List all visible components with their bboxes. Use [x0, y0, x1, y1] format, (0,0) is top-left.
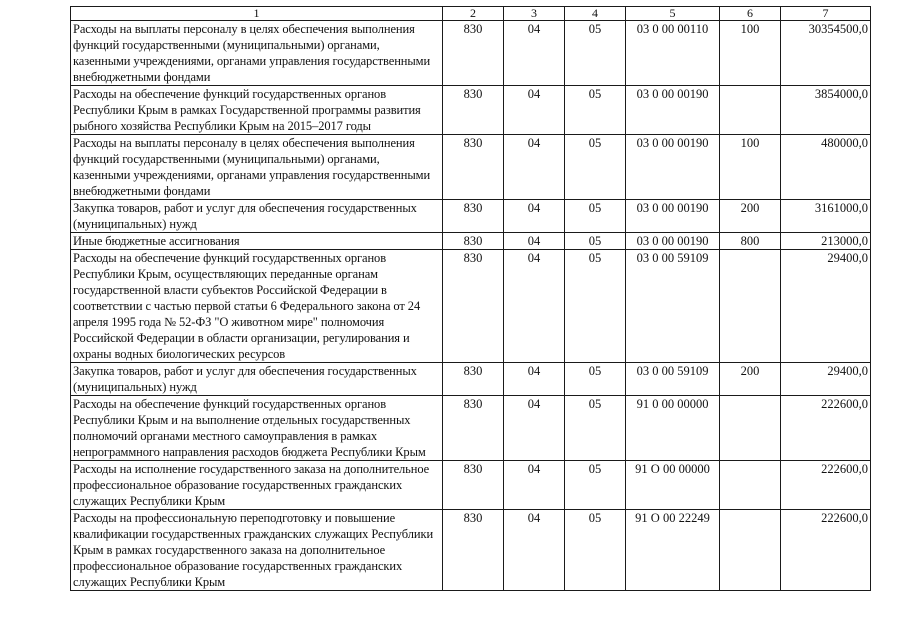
subsection-code: 05: [565, 200, 626, 233]
amount: 222600,0: [781, 510, 871, 591]
table-row: [71, 396, 871, 461]
header-col-6: 6: [720, 7, 781, 21]
amount: 213000,0: [781, 233, 871, 250]
subsection-code: 05: [565, 396, 626, 461]
section-code: 04: [504, 233, 565, 250]
amount: 29400,0: [781, 250, 871, 363]
subsection-code: 05: [565, 233, 626, 250]
target-article-code: 91 О 00 00000: [626, 461, 720, 510]
ministry-code: 830: [443, 363, 504, 396]
section-code: 04: [504, 86, 565, 135]
subsection-code: 05: [565, 86, 626, 135]
target-article-code: 03 0 00 00110: [626, 21, 720, 86]
header-col-1: 1: [71, 7, 443, 21]
expense-type-code: 200: [720, 200, 781, 233]
table-row: [71, 363, 871, 396]
section-code: 04: [504, 461, 565, 510]
header-col-3: 3: [504, 7, 565, 21]
section-code: 04: [504, 135, 565, 200]
table-row: [71, 461, 871, 510]
subsection-code: 05: [565, 510, 626, 591]
expense-name: Расходы на исполнение государственного заказа на дополнительное профессиональное образование государственных гражданских служащих Республики Крым: [71, 461, 443, 510]
target-article-code: 91 0 00 00000: [626, 396, 720, 461]
ministry-code: 830: [443, 233, 504, 250]
ministry-code: 830: [443, 510, 504, 591]
amount: 480000,0: [781, 135, 871, 200]
ministry-code: 830: [443, 461, 504, 510]
expense-name: Расходы на выплаты персоналу в целях обеспечения выполнения функций государственными (муниципальными) органами, казенными учреждениями, органами управления государственными внебюджетными фондами: [71, 135, 443, 200]
amount: 3161000,0: [781, 200, 871, 233]
section-code: 04: [504, 363, 565, 396]
header-col-5: 5: [626, 7, 720, 21]
budget-table: [70, 6, 871, 591]
header-col-7: 7: [781, 7, 871, 21]
expense-type-code: 100: [720, 21, 781, 86]
amount: 3854000,0: [781, 86, 871, 135]
target-article-code: 03 0 00 00190: [626, 86, 720, 135]
expense-name: Иные бюджетные ассигнования: [71, 233, 443, 250]
target-article-code: 03 0 00 59109: [626, 250, 720, 363]
table-row: [71, 21, 871, 86]
ministry-code: 830: [443, 200, 504, 233]
expense-name: Расходы на обеспечение функций государственных органов Республики Крым, осуществляющих переданные органам государственной власти субъектов Российской Федерации в соответствии с частью первой статьи 6 Федерального закона от 24 апреля 1995 года № 52-ФЗ "О животном мире" полномочия Российской Федерации в области организации, регулирования и охраны водных биологических ресурсов: [71, 250, 443, 363]
expense-type-code: 800: [720, 233, 781, 250]
expense-name: Расходы на выплаты персоналу в целях обеспечения выполнения функций государственными (муниципальными) органами, казенными учреждениями, органами управления государственными внебюджетными фондами: [71, 21, 443, 86]
table-row: [71, 250, 871, 363]
table-row: [71, 200, 871, 233]
subsection-code: 05: [565, 461, 626, 510]
subsection-code: 05: [565, 21, 626, 86]
expense-name: Расходы на обеспечение функций государственных органов Республики Крым в рамках Государственной программы развития рыбного хозяйства Республики Крым на 2015–2017 годы: [71, 86, 443, 135]
table-row: [71, 233, 871, 250]
target-article-code: 03 0 00 00190: [626, 200, 720, 233]
subsection-code: 05: [565, 135, 626, 200]
target-article-code: 03 0 00 00190: [626, 135, 720, 200]
expense-type-code: [720, 250, 781, 363]
expense-name: Закупка товаров, работ и услуг для обеспечения государственных (муниципальных) нужд: [71, 200, 443, 233]
table-row: [71, 86, 871, 135]
ministry-code: 830: [443, 135, 504, 200]
section-code: 04: [504, 510, 565, 591]
amount: 30354500,0: [781, 21, 871, 86]
header-col-4: 4: [565, 7, 626, 21]
amount: 222600,0: [781, 396, 871, 461]
subsection-code: 05: [565, 363, 626, 396]
expense-type-code: 200: [720, 363, 781, 396]
expense-type-code: 100: [720, 135, 781, 200]
expense-type-code: [720, 396, 781, 461]
subsection-code: 05: [565, 250, 626, 363]
amount: 222600,0: [781, 461, 871, 510]
section-code: 04: [504, 21, 565, 86]
expense-type-code: [720, 86, 781, 135]
expense-name: Закупка товаров, работ и услуг для обеспечения государственных (муниципальных) нужд: [71, 363, 443, 396]
expense-name: Расходы на профессиональную переподготовку и повышение квалификации государственных гражданских служащих Республики Крым в рамках государственного заказа на дополнительное профессиональное образование государственных гражданских служащих Республики Крым: [71, 510, 443, 591]
expense-name: Расходы на обеспечение функций государственных органов Республики Крым и на выполнение отдельных государственных полномочий органами местного самоуправления в рамках непрограммного направления расходов бюджета Республики Крым: [71, 396, 443, 461]
ministry-code: 830: [443, 86, 504, 135]
ministry-code: 830: [443, 396, 504, 461]
header-row: [71, 7, 871, 21]
section-code: 04: [504, 250, 565, 363]
section-code: 04: [504, 200, 565, 233]
expense-type-code: [720, 461, 781, 510]
target-article-code: 91 О 00 22249: [626, 510, 720, 591]
amount: 29400,0: [781, 363, 871, 396]
expense-type-code: [720, 510, 781, 591]
table-row: [71, 510, 871, 591]
header-col-2: 2: [443, 7, 504, 21]
ministry-code: 830: [443, 21, 504, 86]
table-row: [71, 135, 871, 200]
target-article-code: 03 0 00 00190: [626, 233, 720, 250]
ministry-code: 830: [443, 250, 504, 363]
section-code: 04: [504, 396, 565, 461]
target-article-code: 03 0 00 59109: [626, 363, 720, 396]
